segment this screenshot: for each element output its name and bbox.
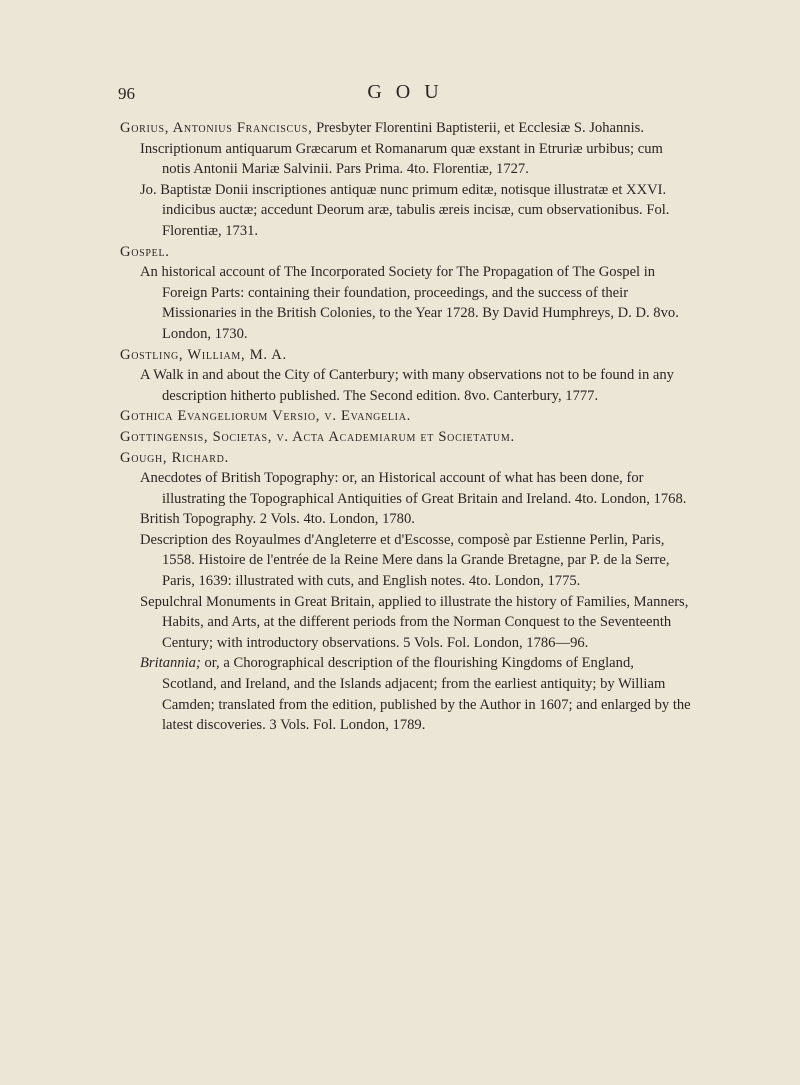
work-entry: British Topography. 2 Vols. 4to. London, 1780. <box>140 511 415 528</box>
page-number: 96 <box>118 84 135 103</box>
work-entry: Jo. Baptistæ Donii inscriptiones antiquæ nunc primum editæ, notisque illustratæ et XXVI. indicibus auctæ; accedunt Deorum aræ, tabulis æreis incisæ, cum observationibus. Fol. Florentiæ, 1731. <box>140 181 670 239</box>
cross-reference: Gothica Evangeliorum Versio, v. Evangelia. <box>120 408 411 425</box>
page-header <box>118 81 688 112</box>
author-heading: Gough, Richard. <box>120 449 229 466</box>
work-entry: Sepulchral Monuments in Great Britain, applied to illustrate the history of Families, Manners, Habits, and Arts, at the different periods from the Norman Conquest to the Seventeenth Century; with introductory observations. 5 Vols. Fol. London, 1786—96. <box>140 593 689 651</box>
work-entry: Britannia; or, a Chorographical description of the flourishing Kingdoms of England, Scotland, and Ireland, and the Islands adjacent; from the earliest antiquity; by William Camden; translated from the edition, published by the Author in 1607; and enlarged by the latest discoveries. 3 Vols. Fol. London, 1789. <box>140 655 691 734</box>
work-entry: Anecdotes of British Topography: or, an Historical account of what has been done, for illustrating the Topographical Antiquities of Great Britain and Ireland. 4to. London, 1768. <box>140 470 687 507</box>
running-head: GOU <box>367 81 453 103</box>
subject-heading: Gospel. <box>120 243 170 260</box>
author-heading: Gostling, William, M. A. <box>120 346 287 363</box>
author-heading: Gorius, Antonius Franciscus, Presbyter Florentini Baptisterii, et Ecclesiæ S. Johannis. <box>120 120 644 136</box>
catalogue-body <box>120 118 692 736</box>
work-entry: Description des Royaulmes d'Angleterre et d'Escosse, composè par Estienne Perlin, Paris, 1558. Histoire de l'entrée de la Reine Mere dans la Grande Bretagne, par P. de la Serre, Paris, 1639: illustrated with cuts, and English notes. 4to. London, 1775. <box>140 531 670 590</box>
work-entry: An historical account of The Incorporated Society for The Propagation of The Gospel in Foreign Parts: containing their foundation, proceedings, and the success of their Missionaries in the British Colonies, to the Year 1728. By David Humphreys, D. D. 8vo. London, 1730. <box>140 264 679 342</box>
cross-reference: Gottingensis, Societas, v. Acta Academiarum et Societatum. <box>120 428 515 445</box>
work-title-italic: Britannia; <box>140 655 201 672</box>
work-entry: Inscriptionum antiquarum Græcarum et Romanarum quæ exstant in Etruriæ urbibus; cum notis Antonii Mariæ Salvinii. Pars Prima. 4to. Florentiæ, 1727. <box>140 140 663 178</box>
work-entry: A Walk in and about the City of Canterbury; with many observations not to be found in any description hitherto published. The Second edition. 8vo. Canterbury, 1777. <box>140 367 674 404</box>
